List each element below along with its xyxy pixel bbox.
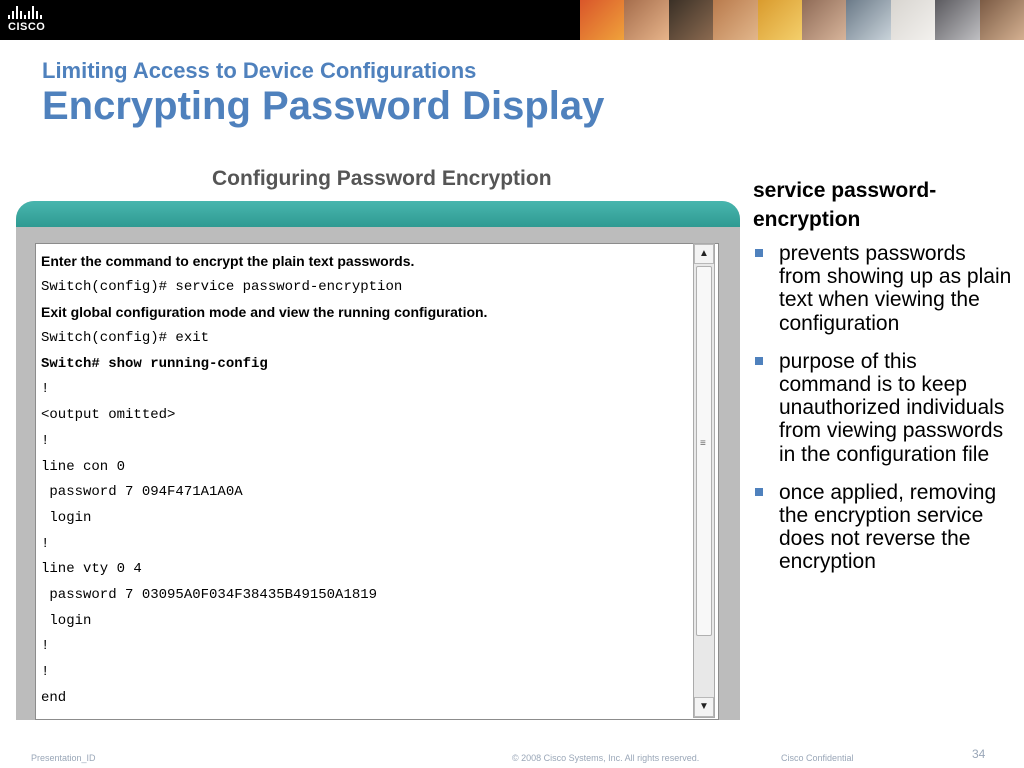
bullet-text: once applied, removing the encryption service does not reverse the encryption [779, 480, 997, 574]
console-line: ! [41, 381, 50, 398]
bullet-item [753, 242, 1013, 335]
side-heading: service password-encryption [753, 179, 937, 231]
header-photo [935, 0, 979, 40]
console-line: line con 0 [41, 458, 126, 475]
bullet-list [753, 242, 1013, 574]
header-photo [980, 0, 1024, 40]
header-photo [624, 0, 668, 40]
console-line: end [41, 689, 67, 706]
cisco-logo-bars-icon [8, 6, 64, 19]
console-line: <output omitted> [41, 407, 176, 424]
console-line: Switch(config)# service password-encryption [41, 278, 403, 295]
console-line: Switch(config)# exit [41, 330, 210, 347]
console-line: line vty 0 4 [41, 561, 142, 578]
square-bullet-icon [755, 488, 763, 496]
scroll-up-icon[interactable]: ▲ [694, 244, 714, 264]
header-photo [891, 0, 935, 40]
console-output[interactable] [35, 243, 719, 720]
figure-title: Configuring Password Encryption [212, 167, 552, 190]
side-notes [753, 176, 1013, 589]
console-lines [41, 249, 691, 711]
header-photo [669, 0, 713, 40]
console-frame-top [16, 201, 740, 227]
console-line: password 7 03095A0F034F38435B49150A1819 [41, 586, 378, 603]
square-bullet-icon [755, 357, 763, 365]
bullet-text: purpose of this command is to keep unauthorized individuals from viewing passwords in the configuration file [779, 349, 1005, 466]
bullet-text: prevents passwords from showing up as plain text when viewing the configuration [779, 242, 1012, 335]
console-scrollbar[interactable] [693, 243, 715, 718]
console-line: ! [41, 432, 50, 449]
footer-copyright: © 2008 Cisco Systems, Inc. All rights reserved. [512, 753, 700, 763]
photo-strip [580, 0, 1024, 40]
console-line: ! [41, 638, 50, 655]
console-line: Switch# show running-config [41, 355, 268, 372]
page-number: 34 [972, 747, 986, 761]
header-bar [0, 0, 1024, 40]
square-bullet-icon [755, 249, 763, 257]
scroll-down-icon[interactable]: ▼ [694, 697, 714, 717]
console-line: login [41, 509, 92, 526]
header-photo [758, 0, 802, 40]
header-photo [713, 0, 757, 40]
console-line: login [41, 612, 92, 629]
scroll-thumb[interactable] [696, 266, 712, 636]
console-line: Enter the command to encrypt the plain text passwords. [41, 253, 415, 269]
cisco-logo-text: CISCO [8, 21, 46, 33]
grip-icon: ≡ [700, 438, 706, 449]
footer-confidential: Cisco Confidential [781, 753, 854, 763]
console-line: ! [41, 535, 50, 552]
slide-subtitle: Limiting Access to Device Configurations [42, 58, 477, 83]
header-photo [846, 0, 890, 40]
footer-presentation-id: Presentation_ID [31, 753, 96, 763]
header-photo [580, 0, 624, 40]
bullet-item [753, 350, 1013, 466]
console-line: Exit global configuration mode and view the running configuration. [41, 304, 488, 321]
header-photo [802, 0, 846, 40]
console-line: password 7 094F471A1A0A [41, 484, 243, 501]
cisco-logo [8, 6, 64, 36]
bullet-item [753, 481, 1013, 574]
slide-title: Encrypting Password Display [42, 84, 605, 128]
console-line: ! [41, 664, 50, 680]
